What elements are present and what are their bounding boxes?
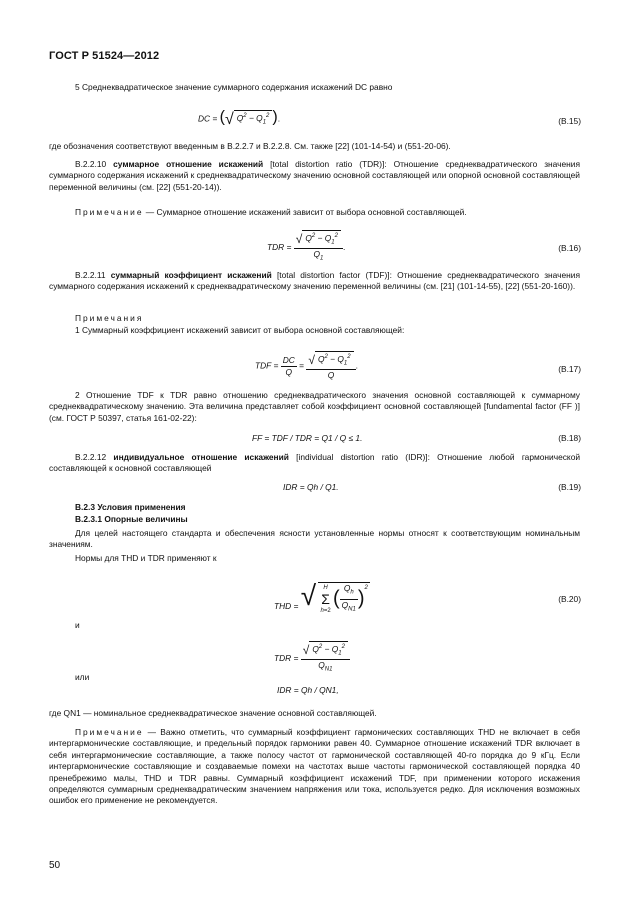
notes-label: Примечания	[75, 313, 144, 323]
equation-number-b15: (B.15)	[558, 116, 581, 126]
heading-b23: B.2.3 Условия применения	[75, 502, 186, 512]
equation-b15-lhs: DC =	[198, 113, 218, 124]
paragraph-dc-where: где обозначения соответствуют введенным в B.2.2.7 и B.2.2.8. См. также [22] (101-14-54) и (551-20-06).	[49, 141, 451, 151]
page-number: 50	[49, 860, 61, 871]
equation-number-b18: (B.18)	[558, 433, 581, 443]
equation-tdr-nominal: TDR = $\frac{√ Q^2 - Q_1^2}{Q_{N1}}$	[274, 641, 350, 676]
term-tdr: суммарное отношение искажений	[113, 159, 264, 169]
equation-b16: TDR = $\frac{√ Q^2 - Q_1^2}{Q_1}$ .	[267, 231, 346, 263]
equation-b15: DC = (√ $Q^2 - Q_1^2$ ).	[198, 108, 281, 128]
word-or: или	[75, 672, 90, 682]
paragraph-b231: Для целей настоящего стандарта и обеспечения ясности установленные нормы относят к соответствующим номинальным значениям.	[49, 528, 580, 550]
term-tdf: суммарный коэффициент искажений	[110, 270, 272, 280]
note-tdr: Примечание — Суммарное отношение искажений зависит от выбора основной составляющей.	[75, 207, 467, 217]
heading-b231: B.2.3.1 Опорные величины	[75, 514, 188, 524]
equation-number-b20: (B.20)	[558, 594, 581, 604]
equation-b19: IDR = Qh / Q1.	[283, 482, 339, 492]
paragraph-b2211: B.2.2.11 суммарный коэффициент искажений [total distortion factor (TDF)]: Отношение среднеквадратического значения суммарного содержания искажений к среднеквадратическому значению переменной величины (см. [21] (101-14-55), [22] (551-20-160)).	[49, 270, 581, 292]
equation-b17: TDF = $\frac{DC}{Q}$ = $\frac{√ Q^2 - Q_1^2}{Q}$ .	[255, 352, 358, 381]
equation-b18: FF = TDF / TDR = Q1 / Q ≤ 1.	[252, 433, 363, 443]
term-idr: индивидуальное отношение искажений	[113, 452, 289, 462]
paragraph-where-qn1: где QN1 — номинальное среднеквадратическое значение основной составляющей.	[49, 708, 377, 718]
note-final: Примечание — Важно отметить, что суммарный коэффициент гармонических составляющих THD не включает в себя интергармонические составляющие, и предельный порядок гармоники равен 40. Суммарное отношение искажений TDR включает в себя интергармонические составляющие, а также полосу частот от гармонической составляющей 40-го порядка до 9 кГц. Если интергармонические составляющие и создаваемые помехи на частотах выше частоты гармонической составляющей порядка 40 пренебрежимо малы, THD и TDR равны. Суммарный коэффициент искажений TDF, при применении которого искажения определяются суммарным среднеквадратическим значением напряжения или тока, используется редко. Для исключения возможных ошибок его применение не рекомендуется.	[49, 727, 580, 806]
word-and: и	[75, 620, 80, 630]
note-2: 2 Отношение TDF к TDR равно отношению среднеквадратического значения основной составляющей к суммарному среднеквадратическому значению. Эта величина представляет собой коэффициент основной составляющей [fundamental factor (FF )] (см. ГОСТ Р 50397, статья 161-02-22):	[49, 390, 580, 423]
equation-number-b17: (B.17)	[558, 364, 581, 374]
paragraph-norms: Нормы для THD и TDR применяют к	[75, 553, 217, 563]
paragraph-b2210: B.2.2.10 суммарное отношение искажений [total distortion ratio (TDR)]: Отношение среднеквадратического значения суммарного содержания искажений к среднеквадратическому значению основной составляющей или опорной основной составляющей переменной величины (см. [22] (551-20-14)).	[49, 159, 580, 192]
equation-number-b19: (B.19)	[558, 482, 581, 492]
equation-number-b16: (B.16)	[558, 243, 581, 253]
paragraph-b2212: B.2.2.12 индивидуальное отношение искажений [individual distortion ratio (IDR)]: Отношение любой гармонической составляющей к основной составляющей	[49, 452, 581, 474]
paragraph-dc-intro: 5 Среднеквадратическое значение суммарного содержания искажений DC равно	[75, 82, 393, 92]
note-1: 1 Суммарный коэффициент искажений зависит от выбора основной составляющей:	[75, 325, 405, 335]
document-header: ГОСТ Р 51524—2012	[49, 50, 160, 62]
equation-idr-nominal: IDR = Qh / QN1,	[277, 685, 339, 695]
equation-b20: THD = √ H Σ h=2 ( $\frac{Q_h}{Q_{N1}}$ )$^2$	[274, 580, 368, 614]
